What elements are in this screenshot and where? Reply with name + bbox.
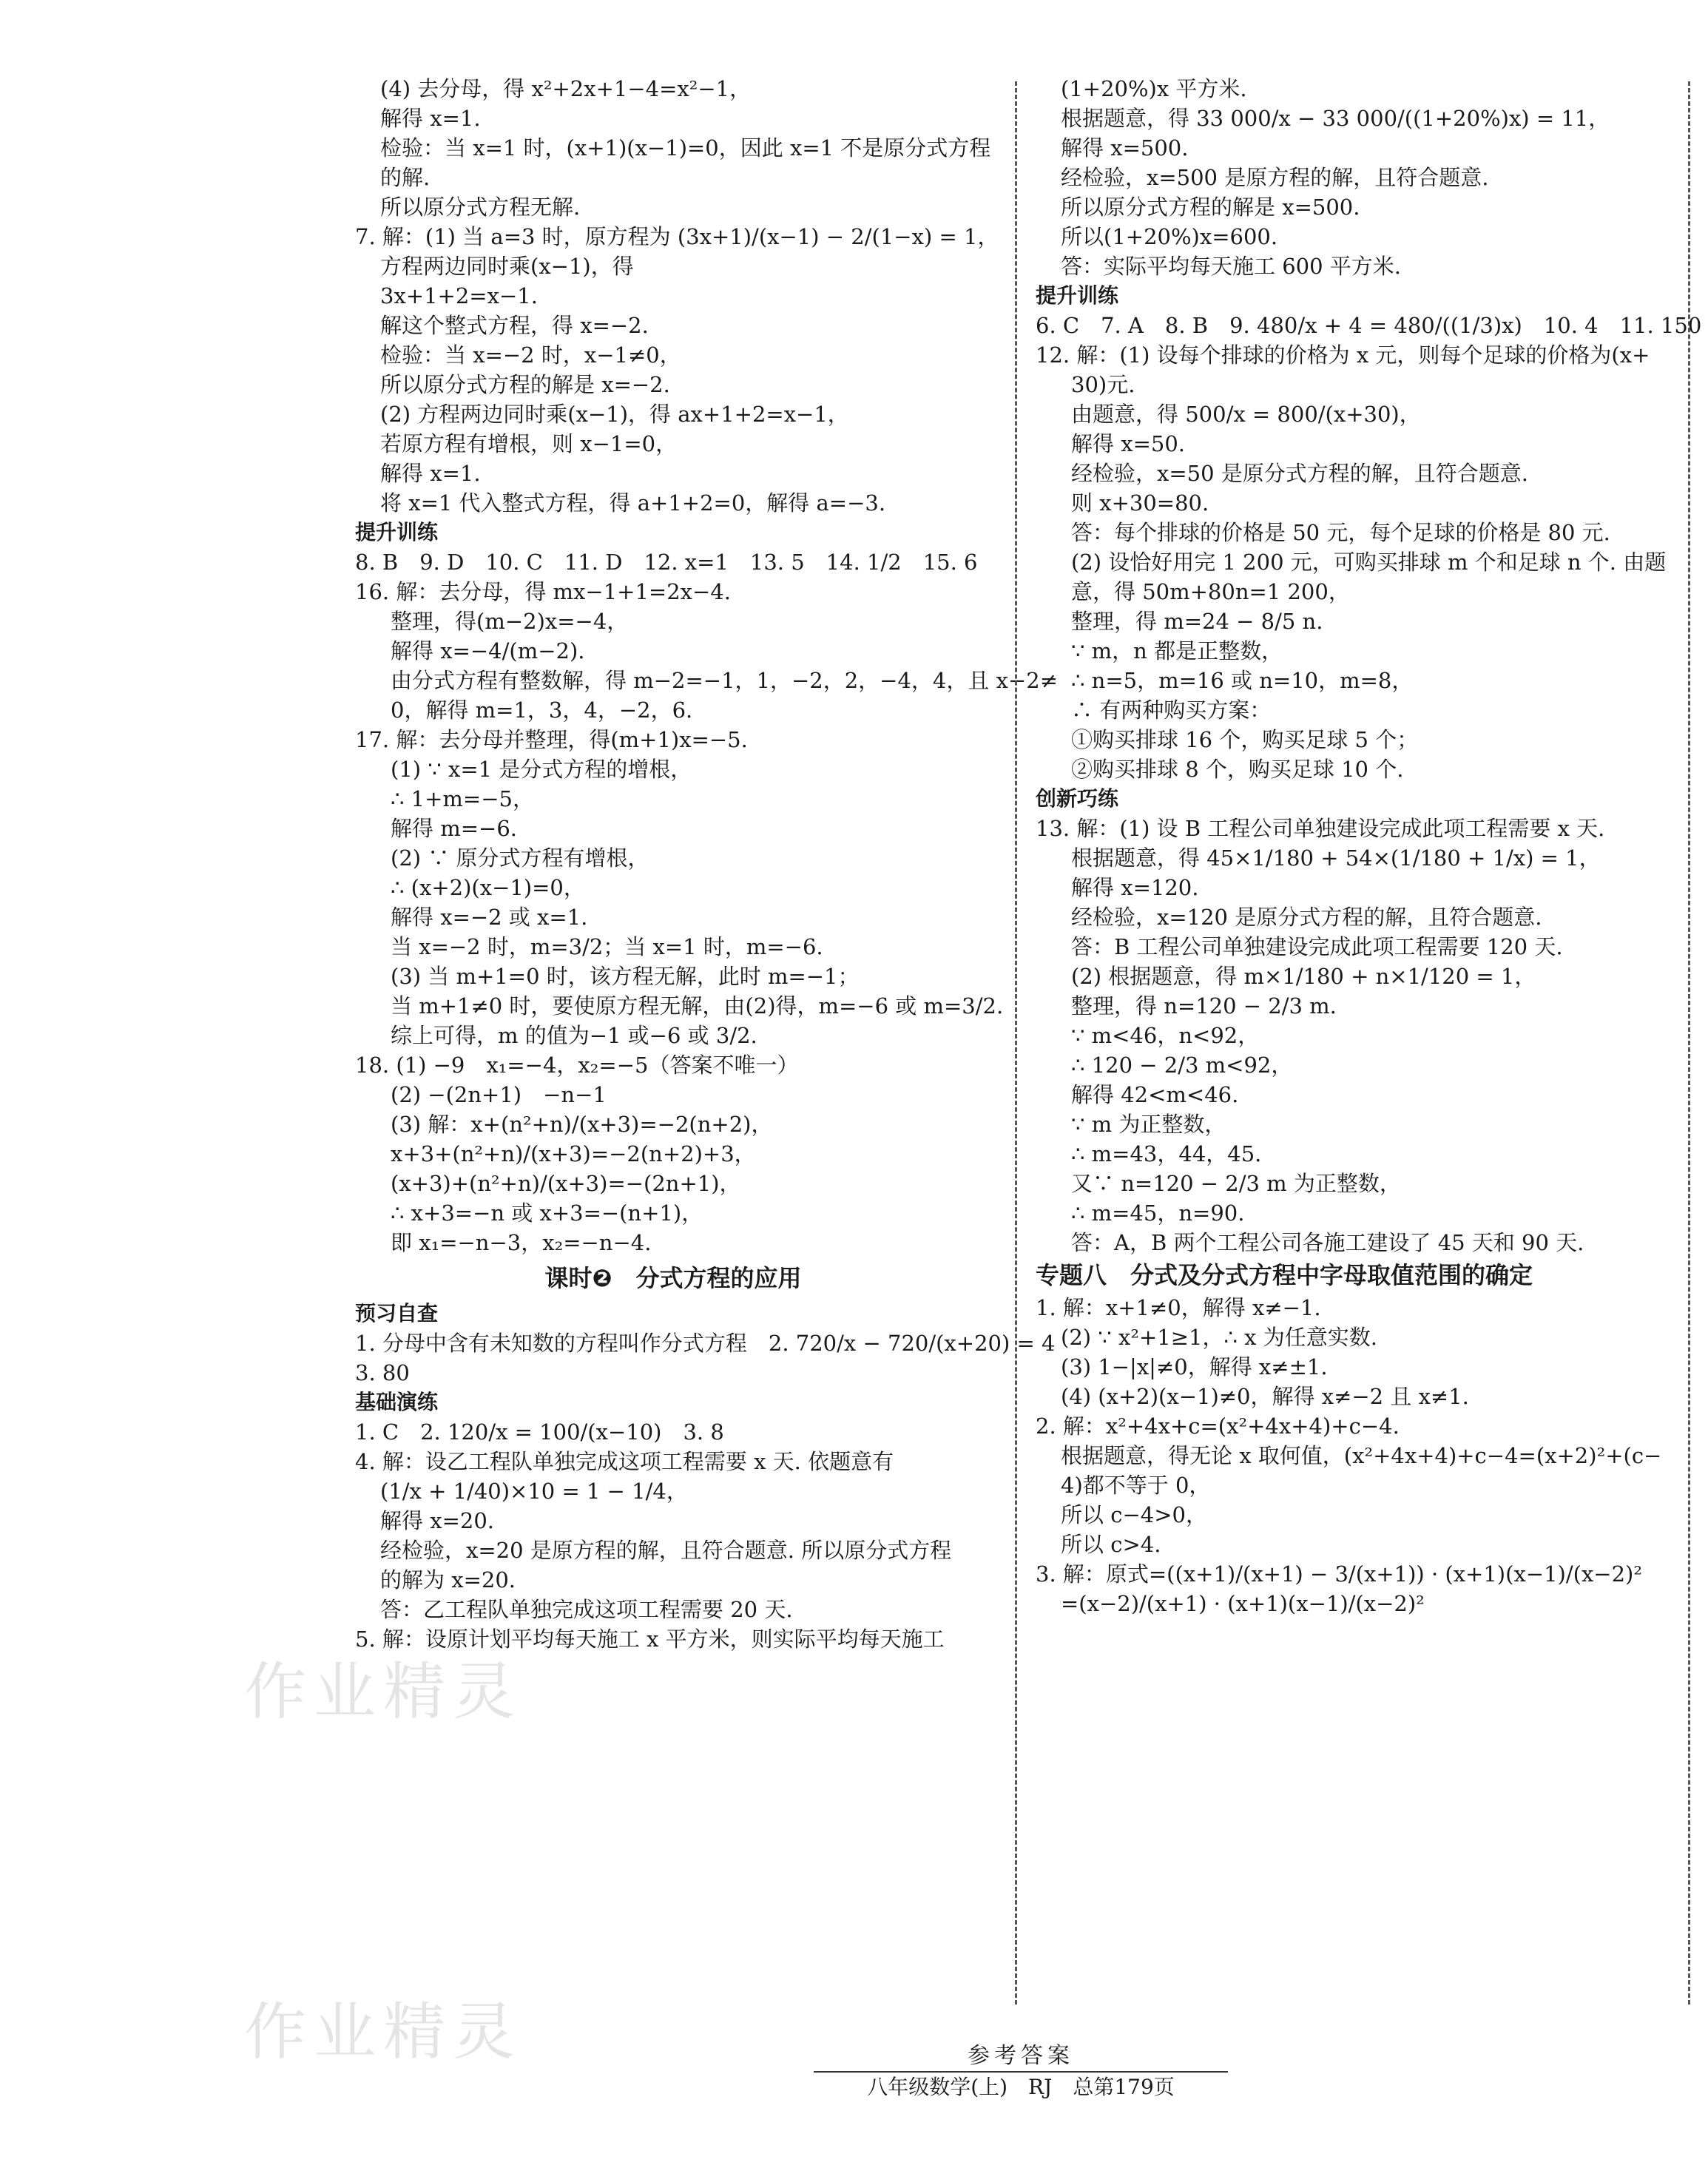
right-edge-divider	[1688, 81, 1690, 2004]
answer-line: 6. C 7. A 8. B 9. 480/x + 4 = 480/((1/3)x) 10. 4 11. 150	[1036, 313, 1702, 338]
footer-page-info: 八年级数学(上) RJ 总第179页	[867, 2075, 1175, 2099]
answer-line: 2. 解：x²+4x+c=(x²+4x+4)+c−4.	[1036, 1414, 1400, 1439]
answer-line: 的解.	[380, 165, 431, 190]
answer-line: 所以原分式方程无解.	[380, 195, 581, 220]
answer-line: (3) 1−|x|≠0，解得 x≠±1.	[1061, 1354, 1328, 1379]
answer-line: 又∵ n=120 − 2/3 m 为正整数，	[1071, 1171, 1401, 1196]
answer-line: 综上可得，m 的值为−1 或−6 或 3/2.	[391, 1023, 757, 1048]
answer-line: ∴ x+3=−n 或 x+3=−(n+1)，	[391, 1200, 703, 1226]
right-answer-column	[1036, 74, 1702, 1618]
answer-line: (3) 解：x+(n²+n)/(x+3)=−2(n+2)，	[391, 1112, 773, 1137]
section-heading: 提升训练	[355, 520, 439, 544]
answer-line: ∴ m=45，n=90.	[1071, 1200, 1245, 1226]
section-heading: 基础演练	[355, 1390, 439, 1414]
watermark-top: 作业精灵	[244, 1655, 523, 1728]
answer-line: 30)元.	[1071, 372, 1135, 397]
answer-line: 解得 x=120.	[1071, 875, 1199, 900]
answer-line: 整理，得 n=120 − 2/3 m.	[1071, 993, 1337, 1019]
answer-line: (4) 去分母，得 x²+2x+1−4=x²−1，	[380, 76, 752, 101]
answer-line: (2) −(2n+1) −n−1	[391, 1082, 607, 1107]
answer-line: 解得 x=50.	[1071, 431, 1185, 456]
answer-line: 整理，得(m−2)x=−4，	[391, 609, 629, 634]
answer-line: (2) 设恰好用完 1 200 元，可购买排球 m 个和足球 n 个. 由题	[1071, 550, 1667, 575]
answer-line: 当 m+1≠0 时，要使原方程无解，由(2)得，m=−6 或 m=3/2.	[391, 993, 1004, 1019]
answer-line: 由分式方程有整数解，得 m−2=−1，1，−2，2，−4，4，且 x−2≠	[391, 668, 1058, 693]
answer-line: =(x−2)/(x+1) · (x+1)(x−1)/(x−2)²	[1061, 1591, 1425, 1616]
answer-line: 解得 42<m<46.	[1071, 1082, 1239, 1107]
section-heading: 课时❷ 分式方程的应用	[544, 1264, 802, 1292]
answer-line: 检验：当 x=−2 时，x−1≠0，	[380, 342, 681, 368]
answer-line: 8. B 9. D 10. C 11. D 12. x=1 13. 5 14. 1/2 15. 6	[355, 550, 978, 575]
answer-line: (1+20%)x 平方米.	[1061, 76, 1247, 101]
answer-line: ②购买排球 8 个，购买足球 10 个.	[1071, 757, 1404, 782]
answer-line: 答：A，B 两个工程公司各施工建设了 45 天和 90 天.	[1071, 1230, 1584, 1255]
answer-line: 17. 解：去分母并整理，得(m+1)x=−5.	[355, 727, 748, 752]
footer-title: 参考答案	[814, 2041, 1228, 2073]
answer-line: 解得 x=−4/(m−2).	[391, 638, 585, 663]
answer-line: ∴ 1+m=−5，	[391, 786, 534, 811]
answer-line: (2) 根据题意，得 m×1/180 + n×1/120 = 1，	[1071, 964, 1536, 989]
answer-line: (2) ∵ x²+1≥1，∴ x 为任意实数.	[1061, 1325, 1377, 1350]
answer-line: 解得 x=1.	[380, 106, 481, 131]
answer-line: 解得 x=20.	[380, 1508, 494, 1533]
answer-line: ∴ (x+2)(x−1)=0，	[391, 875, 585, 900]
answer-line: 检验：当 x=1 时，(x+1)(x−1)=0，因此 x=1 不是原分式方程	[380, 135, 991, 161]
answer-line: ∴ 120 − 2/3 m<92，	[1071, 1053, 1293, 1078]
answer-line: 根据题意，得 33 000/x − 33 000/((1+20%)x) = 11，	[1061, 106, 1610, 131]
answer-line: 解得 x=−2 或 x=1.	[391, 905, 588, 930]
answer-line: 解得 x=500.	[1061, 135, 1189, 161]
column-divider	[1015, 81, 1017, 2004]
answer-line: 3. 80	[355, 1360, 410, 1385]
answer-line: 根据题意，得 45×1/180 + 54×(1/180 + 1/x) = 1，	[1071, 845, 1601, 871]
section-heading: 创新巧练	[1036, 786, 1119, 811]
answer-line: 解得 m=−6.	[391, 816, 517, 841]
answer-line: 若原方程有增根，则 x−1=0，	[380, 431, 678, 456]
answer-line: 4. 解：设乙工程队单独完成这项工程需要 x 天. 依题意有	[355, 1449, 894, 1474]
answer-line: 12. 解：(1) 设每个排球的价格为 x 元，则每个足球的价格为(x+	[1036, 342, 1650, 368]
answer-line: (2) ∵ 原分式方程有增根，	[391, 845, 649, 871]
answer-line: 答：乙工程队单独完成这项工程需要 20 天.	[380, 1597, 793, 1622]
answer-line: 经检验，x=120 是原分式方程的解，且符合题意.	[1071, 905, 1542, 930]
answer-line: 经检验，x=500 是原方程的解，且符合题意.	[1061, 165, 1489, 190]
answer-line: 1. 分母中含有未知数的方程叫作分式方程 2. 720/x − 720/(x+20) = 4	[355, 1331, 1056, 1356]
watermark-bottom: 作业精灵	[244, 1996, 523, 2068]
answer-line: 所以 c−4>0，	[1061, 1502, 1207, 1527]
answer-line: 1. C 2. 120/x = 100/(x−10) 3. 8	[355, 1419, 724, 1445]
answer-line: 解这个整式方程，得 x=−2.	[380, 313, 649, 338]
answer-line: (1) ∵ x=1 是分式方程的增根，	[391, 757, 692, 782]
answer-line: ∴ m=43，44，45.	[1071, 1141, 1262, 1166]
answer-line: 18. (1) −9 x₁=−4，x₂=−5（答案不唯一）	[355, 1053, 799, 1078]
answer-line: 7. 解：(1) 当 a=3 时，原方程为 (3x+1)/(x−1) − 2/(1−x) = 1，	[355, 224, 999, 249]
answer-line: ∴ n=5，m=16 或 n=10，m=8，	[1071, 668, 1414, 693]
answer-line: 将 x=1 代入整式方程，得 a+1+2=0，解得 a=−3.	[380, 490, 886, 516]
answer-line: 方程两边同时乘(x−1)，得	[380, 254, 634, 279]
answer-line: 即 x₁=−n−3，x₂=−n−4.	[391, 1230, 652, 1255]
answer-line: 答：每个排球的价格是 50 元，每个足球的价格是 80 元.	[1071, 520, 1610, 545]
answer-line: 16. 解：去分母，得 mx−1+1=2x−4.	[355, 579, 731, 604]
answer-line: 当 x=−2 时，m=3/2；当 x=1 时，m=−6.	[391, 934, 823, 959]
answer-line: 0，解得 m=1，3，4，−2，6.	[391, 698, 693, 723]
answer-line: 所以(1+20%)x=600.	[1061, 224, 1278, 249]
answer-line: 根据题意，得无论 x 取何值，(x²+4x+4)+c−4=(x+2)²+(c−	[1061, 1443, 1662, 1468]
answer-line: 整理，得 m=24 − 8/5 n.	[1071, 609, 1323, 634]
section-heading: 提升训练	[1036, 283, 1119, 308]
answer-line: ①购买排球 16 个，购买足球 5 个；	[1071, 727, 1419, 752]
answer-line: (3) 当 m+1=0 时，该方程无解，此时 m=−1；	[391, 964, 860, 989]
section-heading: 专题八 分式及分式方程中字母取值范围的确定	[1036, 1261, 1533, 1289]
answer-line: 13. 解：(1) 设 B 工程公司单独建设完成此项工程需要 x 天.	[1036, 816, 1605, 841]
answer-line: 4)都不等于 0，	[1061, 1473, 1211, 1498]
answer-line: (4) (x+2)(x−1)≠0，解得 x≠−2 且 x≠1.	[1061, 1384, 1469, 1409]
section-heading: 预习自查	[355, 1301, 439, 1325]
left-answer-column	[355, 74, 1058, 1654]
answer-line: 所以 c>4.	[1061, 1532, 1161, 1557]
answer-line: 意，得 50m+80n=1 200，	[1071, 579, 1350, 604]
answer-line: 由题意，得 500/x = 800/(x+30)，	[1071, 402, 1421, 427]
answer-line: 所以原分式方程的解是 x=500.	[1061, 195, 1360, 220]
answer-line: ∴ 有两种购买方案：	[1071, 698, 1272, 723]
answer-line: 3x+1+2=x−1.	[380, 283, 538, 308]
page-footer	[814, 2041, 1228, 2102]
answer-line: 经检验，x=20 是原方程的解，且符合题意. 所以原分式方程	[380, 1538, 952, 1563]
answer-line: 的解为 x=20.	[380, 1567, 516, 1592]
answer-line: 解得 x=1.	[380, 461, 481, 486]
answer-line: (2) 方程两边同时乘(x−1)，得 ax+1+2=x−1，	[380, 402, 849, 427]
answer-line: ∵ m，n 都是正整数，	[1071, 638, 1283, 663]
answer-line: 答：B 工程公司单独建设完成此项工程需要 120 天.	[1071, 934, 1563, 959]
answer-line: ∵ m<46，n<92，	[1071, 1023, 1260, 1048]
answer-line: x+3+(n²+n)/(x+3)=−2(n+2)+3，	[391, 1141, 756, 1166]
answer-line: (1/x + 1/40)×10 = 1 − 1/4，	[380, 1479, 688, 1504]
answer-line: (x+3)+(n²+n)/(x+3)=−(2n+1)，	[391, 1171, 741, 1196]
answer-line: 3. 解：原式=((x+1)/(x+1) − 3/(x+1)) · (x+1)(x−1)/(x−2)²	[1036, 1561, 1642, 1587]
answer-line: 5. 解：设原计划平均每天施工 x 平方米，则实际平均每天施工	[355, 1627, 945, 1652]
answer-line: 答：实际平均每天施工 600 平方米.	[1061, 254, 1402, 279]
answer-line: 则 x+30=80.	[1071, 490, 1209, 516]
answer-line: 所以原分式方程的解是 x=−2.	[380, 372, 670, 397]
answer-line: 1. 解：x+1≠0，解得 x≠−1.	[1036, 1295, 1321, 1320]
answer-line: ∵ m 为正整数，	[1071, 1112, 1226, 1137]
answer-line: 经检验，x=50 是原分式方程的解，且符合题意.	[1071, 461, 1528, 486]
